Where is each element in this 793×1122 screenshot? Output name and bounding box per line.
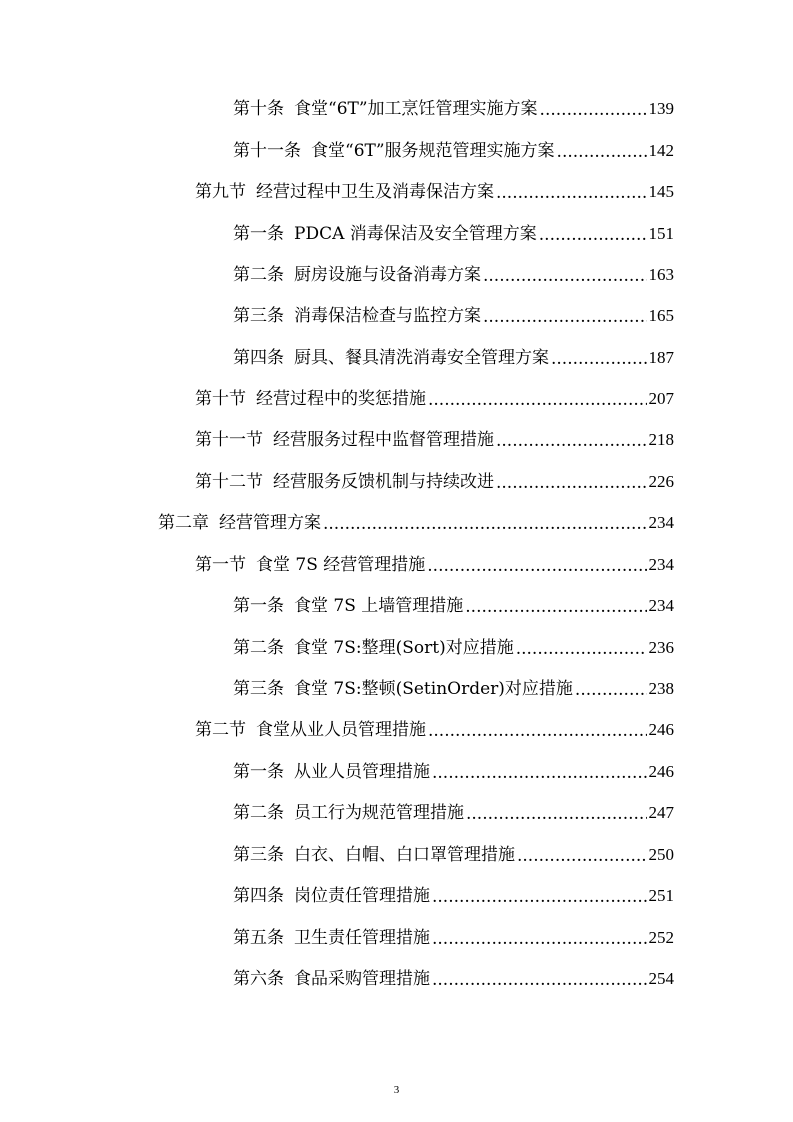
toc-entry-label: 第六条 [233,969,284,989]
toc-entry[interactable] [195,387,674,411]
toc-entry-page: 139 [648,99,674,118]
toc-entry-title: 食堂从业人员管理措施 [256,720,426,740]
toc-entry[interactable] [233,263,674,287]
toc-entry-label: 第二条 [233,265,284,285]
toc-entry-title: 经营服务反馈机制与持续改进 [273,472,494,492]
toc-entry[interactable] [195,180,674,204]
toc-entry-label: 第一条 [233,762,284,782]
dot-leader [465,598,646,618]
toc-entry-page: 254 [648,969,674,988]
toc-entry-page: 234 [648,555,674,574]
toc-entry-page: 187 [648,348,674,367]
dot-leader [496,184,647,204]
toc-entry-page: 163 [648,265,674,284]
dot-leader [427,557,646,577]
toc-entry-page: 236 [648,638,674,657]
toc-entry[interactable] [195,718,674,742]
toc-entry-title: 厨房设施与设备消毒方案 [294,265,481,285]
dot-leader [483,308,647,328]
toc-entry[interactable] [158,511,674,535]
dot-leader [428,722,647,742]
dot-leader [483,267,647,287]
dot-leader [551,350,647,370]
toc-entry-title: 食堂 7S:整顿(SetinOrder)对应措施 [294,679,573,699]
dot-leader [557,143,647,163]
toc-entry-page: 145 [648,182,674,201]
toc-entry-page: 234 [648,513,674,532]
toc-entry[interactable] [233,636,674,660]
toc-entry-label: 第三条 [233,845,284,865]
toc-entry-title: 消毒保洁检查与监控方案 [294,306,481,326]
toc-entry[interactable] [195,470,674,494]
toc-entry[interactable] [233,139,674,163]
toc-entry-title: 卫生责任管理措施 [294,928,430,948]
toc-entry-label: 第十二节 [195,472,263,492]
toc-entry-page: 151 [648,224,674,243]
toc-entry-page: 247 [648,803,674,822]
dot-leader [496,474,647,494]
toc-entry-title: 员工行为规范管理措施 [294,803,464,823]
toc-entry-label: 第十一节 [195,430,263,450]
toc-entry-label: 第二条 [233,638,284,658]
dot-leader [432,888,647,908]
toc-entry-title: 白衣、白帽、白口罩管理措施 [294,845,515,865]
dot-leader [540,101,647,121]
dot-leader [428,391,647,411]
page-number: 3 [393,1084,400,1096]
toc-entry-label: 第四条 [233,348,284,368]
toc-entry-page: 234 [648,596,674,615]
toc-entry-title: 岗位责任管理措施 [294,886,430,906]
toc-entry[interactable] [195,428,674,452]
toc-entry-label: 第二节 [195,720,246,740]
toc-entry[interactable] [233,222,674,246]
toc-entry-page: 246 [648,762,674,781]
toc-entry-title: 食堂“6T”加工烹饪管理实施方案 [294,99,538,119]
dot-leader [516,640,647,660]
toc-entry-title: 食堂 7S:整理(Sort)对应措施 [294,638,514,658]
toc-entry-title: 经营服务过程中监督管理措施 [273,430,494,450]
toc-entry-title: 食品采购管理措施 [294,969,430,989]
toc-entry-label: 第十一条 [233,141,301,161]
toc-entry-page: 142 [648,141,674,160]
dot-leader [517,847,647,867]
toc-entry[interactable] [233,967,674,991]
toc-entry-label: 第三条 [233,306,284,326]
toc-entry-page: 246 [648,720,674,739]
toc-entry-label: 第九节 [195,182,246,202]
toc-entry[interactable] [233,677,674,701]
toc-entry-title: 食堂 7S 上墙管理措施 [294,596,464,616]
dot-leader [432,930,647,950]
toc-entry-label: 第十条 [233,99,284,119]
toc-entry-page: 238 [648,679,674,698]
toc-entry-title: 从业人员管理措施 [294,762,430,782]
toc-entry-label: 第五条 [233,928,284,948]
toc-entry-page: 226 [648,472,674,491]
toc-entry-title: 经营过程中的奖惩措施 [256,389,426,409]
toc-entry[interactable] [233,97,674,121]
toc-entry-title: 食堂“6T”服务规范管理实施方案 [311,141,555,161]
dot-leader [323,515,647,535]
toc-entry-title: 经营管理方案 [219,513,321,533]
toc-entry-label: 第二章 [158,513,209,533]
toc-entry-page: 165 [648,306,674,325]
toc-entry-page: 252 [648,928,674,947]
toc-entry[interactable] [233,926,674,950]
toc-entry[interactable] [233,843,674,867]
toc-entry-page: 251 [648,886,674,905]
toc-entry-title: PDCA 消毒保洁及安全管理方案 [294,224,537,244]
toc-entry-title: 厨具、餐具清洗消毒安全管理方案 [294,348,549,368]
dot-leader [575,681,647,701]
toc-entry-label: 第四条 [233,886,284,906]
toc-entry[interactable] [233,594,674,618]
dot-leader [466,805,647,825]
dot-leader [432,971,647,991]
toc-entry[interactable] [233,760,674,784]
toc-entry[interactable] [195,553,674,577]
toc-entry-label: 第一节 [195,555,246,575]
toc-entry-page: 207 [648,389,674,408]
toc-entry[interactable] [233,884,674,908]
dot-leader [432,764,647,784]
toc-entry-label: 第十节 [195,389,246,409]
toc-entry-page: 218 [648,430,674,449]
toc-entry-label: 第一条 [233,224,284,244]
toc-entry-label: 第一条 [233,596,284,616]
toc-entry[interactable] [233,304,674,328]
dot-leader [496,432,647,452]
toc-entry-label: 第三条 [233,679,284,699]
toc-entry-title: 食堂 7S 经营管理措施 [256,555,426,575]
toc-entry-label: 第二条 [233,803,284,823]
toc-entry[interactable] [233,801,674,825]
dot-leader [539,226,647,246]
toc-entry[interactable] [233,346,674,370]
toc-entry-title: 经营过程中卫生及消毒保洁方案 [256,182,494,202]
toc-entry-page: 250 [648,845,674,864]
